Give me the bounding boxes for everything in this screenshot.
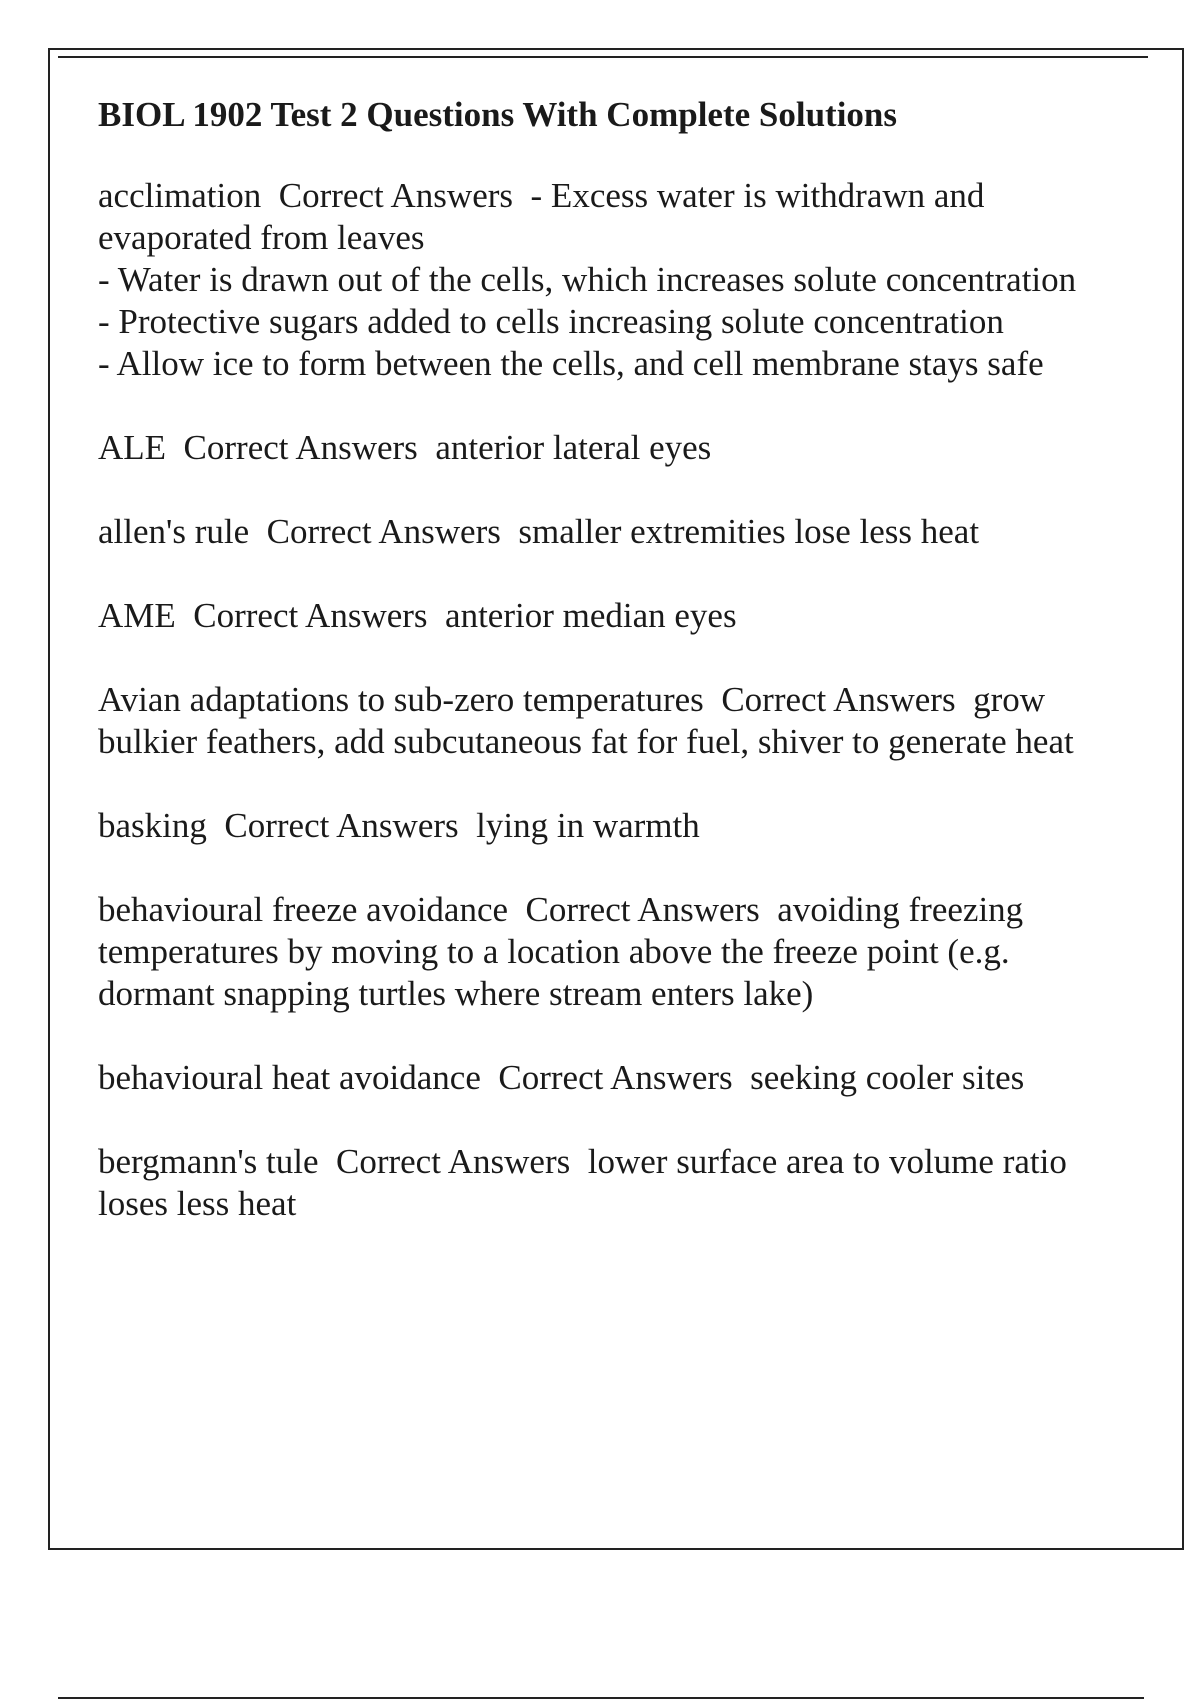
entry-separator: Correct Answers: [249, 512, 519, 551]
entry-answer: - Excess water is withdrawn and evaporated from leaves - Water is drawn out of the cells, which increases solute concentration - Protective sugars added to cells increasing solute concentration - Allow ice to form between the cells, and cell membrane stays safe: [98, 176, 1077, 383]
entry-term: behavioural heat avoidance: [98, 1058, 481, 1097]
entry-separator: Correct Answers: [480, 1058, 751, 1097]
entry-term: AME: [98, 596, 176, 635]
entry-answer: lying in warmth: [476, 806, 700, 845]
document-title: BIOL 1902 Test 2 Questions With Complete Solutions: [98, 95, 898, 134]
entry-term: basking: [98, 806, 207, 845]
entry-answer: lower surface area to volume ratio loses less heat: [98, 1142, 1076, 1223]
entry-ame: [98, 595, 1088, 637]
entry-term: allen's rule: [98, 512, 250, 551]
entry-separator: Correct Answers: [206, 806, 477, 845]
entry-answer: smaller extremities lose less heat: [518, 512, 980, 551]
entry-separator: Correct Answers: [508, 890, 778, 929]
entry-term: bergmann's tule: [98, 1142, 319, 1181]
entry-answer: seeking cooler sites: [750, 1058, 1025, 1097]
entry-behavioural-heat-avoidance: [98, 1057, 1088, 1099]
entry-ale: [98, 427, 1088, 469]
entry-separator: Correct Answers: [703, 680, 974, 719]
entry-answer: anterior lateral eyes: [435, 428, 712, 467]
entry-separator: Correct Answers: [318, 1142, 588, 1181]
entry-separator: Correct Answers: [175, 596, 446, 635]
entry-term: ALE: [98, 428, 167, 467]
entry-answer: avoiding freezing temperatures by moving to a location above the freeze point (e.g. dormant snapping turtles where stream enters lake): [98, 890, 1032, 1013]
entry-term: acclimation: [98, 176, 262, 215]
entry-allens-rule: [98, 511, 1088, 553]
entry-basking: [98, 805, 1088, 847]
entry-acclimation: [98, 175, 1088, 385]
entry-separator: Correct Answers: [261, 176, 531, 215]
entry-behavioural-freeze-avoidance: [98, 889, 1088, 1015]
entry-bergmanns-tule: [98, 1141, 1088, 1225]
entry-term: behavioural freeze avoidance: [98, 890, 509, 929]
bottom-rule: [58, 1697, 1144, 1699]
entry-separator: Correct Answers: [166, 428, 436, 467]
entry-answer: anterior median eyes: [445, 596, 737, 635]
document-body: [98, 94, 1088, 1267]
top-rule: [58, 56, 1148, 58]
entry-term: Avian adaptations to sub-zero temperatures: [98, 680, 704, 719]
entry-avian-adaptations: [98, 679, 1088, 763]
entry-answer: grow bulkier feathers, add subcutaneous fat for fuel, shiver to generate heat: [98, 680, 1074, 761]
